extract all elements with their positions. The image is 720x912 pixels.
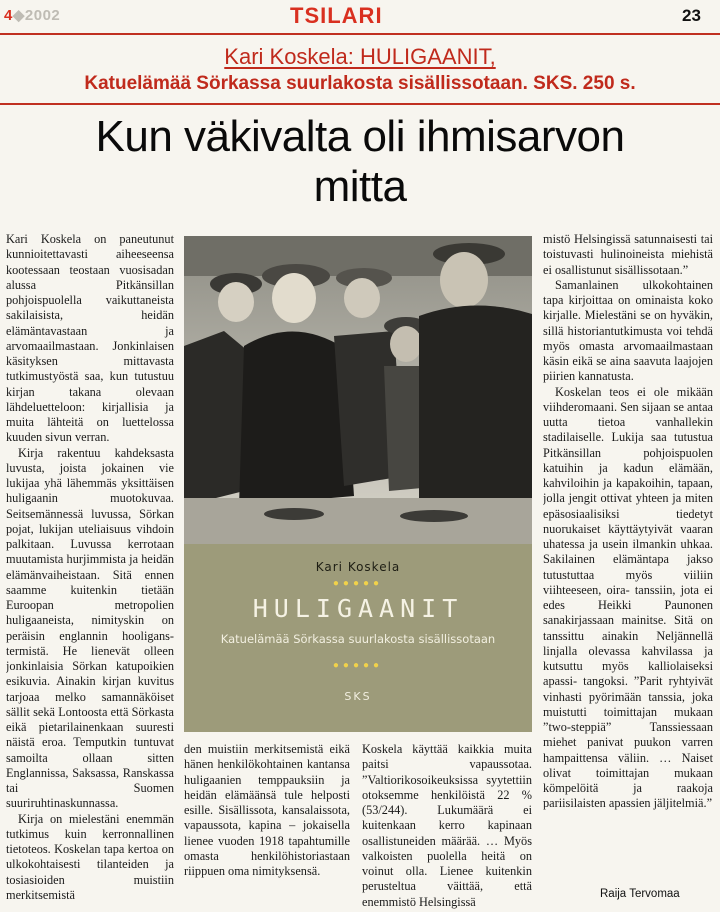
issue-year: ◆2002 bbox=[12, 7, 61, 24]
dot-ornament: ●●●●● bbox=[332, 578, 384, 589]
paragraph: Koskelan teos ei ole mikään viihderomaani. Sen sijaan se antaa uutta tietoa vanhallekin stadilaiselle. Lukija saa tutustua Pitkänsillan pohjoispuolen katuihin ja kadun elämään, kahviloihin ja kapakoihin, tapaan, jolla jengit ottivat yhteen ja miten epäsosiaalisiksi tiedetyt nuorukaiset käyttäytyivät vaaran uhatessa ja usein ilmankin uhkaa. Sakilainen elämäntapa jakso tutustuttaa myös viiliin viihteeseen, oira- tanssiin, jota ei edes Heikki Paunonen sanakirjassaan mainitse. Sitä on tanssittu ainakin Neljännellä linjalla olevassa kahvilassa ja kutsuttu myös kalliolaiseksi apassi- tangoksi. ”Parit ryhtyivät vinhasti pyörimään tanssia, joka muistutti toimittajan mukaan ”two-steppiä” Tanssiessaan miehet panivat puukon varren hampaittensa väliin. … Naiset olivat toimittajan mukaan kömpelöitä ja raakoja pariisilaisten apassien jäljitelmiä.” bbox=[543, 384, 713, 811]
issue-no: 4 bbox=[4, 7, 13, 24]
article-column-2 bbox=[184, 742, 350, 912]
book-author-title: Kari Koskela: HULIGAANIT, bbox=[224, 44, 496, 69]
headline-line-1: Kun väkivalta oli ihmisarvon bbox=[95, 112, 625, 161]
author-signature: Raija Tervomaa bbox=[600, 888, 680, 900]
article-column-3 bbox=[362, 742, 532, 912]
issue-year-text: 2002 bbox=[24, 7, 61, 24]
cover-title-panel bbox=[184, 544, 532, 732]
paragraph: Samanlainen ulkokohtainen tapa kirjoittaa on ominaista koko kirjalle. Mielestäni se on hyväkin, sillä historiantutkimusta voi tehdä myös omasta arvomaailmastaan käsin eikä se aina saavuta laajojen piirien kannatusta. bbox=[543, 277, 713, 384]
paragraph: Kirja rakentuu kahdeksasta luvusta, joista jokainen vie lukijaa yhä lähemmäs yksittäisen huligaanin muotokuvaa. Seitsemännessä luvussa, Sörkan pojat, lukijan uteliaisuus vihdoin palkitaan. Luvussa kerrotaan muutamista hurjimmista ja heidän elämänvaiheistaan. Sitä ennen saamme kuitenkin tietään Euroopan metropolien huligaaneista, nimityskin on peräisin englannin hooligans-termistä. He lienevät olleen jonkinlaisia Sörkan katupoikien esikuvia. Ainakin kirjan kuvitus tarjoaa melko samannäköiset sällit sekä Lontoosta että Sörkasta eikä pietarilainenkaan suuresti näistä eroa. Temputkin tuntuvat samoilta ollaan sitten Englannissa, Saksassa, Ranskassa tai Suomen suuriruhtinaskunnassa. bbox=[6, 445, 174, 811]
kicker-rule bbox=[0, 103, 720, 105]
cover-photo bbox=[184, 236, 532, 544]
dot-ornament: ●●●●● bbox=[332, 660, 384, 671]
paragraph: Kari Koskela on paneutunut kunnioitettavasti aiheeseensa kootessaan teostaan vuosisadan alussa Pitkänsillan pohjoispuolella vaikuttaneista sakilaisista, heidän elämäntavastaan ja arvomaailmastaan. Jonkinlaisen käsityksen mittavasta tutkimustyöstä saa, kun tutustuu kirjan takana olevaan lähdeluetteloon: kirjallisia ja muita lähteitä on luettelossa kuuden sivun verran. bbox=[6, 232, 174, 445]
cover-publisher: SKS bbox=[344, 690, 372, 703]
article-column-1 bbox=[6, 232, 174, 912]
book-details: Katuelämää Sörkassa suurlakosta sisällissotaan. SKS. 250 s. bbox=[84, 73, 636, 94]
cover-title: HULIGAANIT bbox=[252, 594, 464, 623]
paragraph: mistö Helsingissä satunnaisesti tai toistuvasti hulinoineista miehistä ei osallistunut sisällissotaan.” bbox=[543, 232, 713, 277]
paragraph: Koskela käyttää kaikkia muita paitsi vapaussotaa. ”Valtiorikosoikeuksissa syytettiin otoksemme henkilöistä 22 % (53/244). Lukumäärä ei kuitenkaan kerro kapinaan osallistuneiden määrää. … Myös valkoisten puolella heitä on voinut olla. Lienee kuitenkin perusteltua väittää, että enemmistö Helsingissä bbox=[362, 742, 532, 909]
book-cover-image bbox=[184, 236, 532, 732]
article-headline bbox=[0, 112, 720, 212]
paragraph: den muistiin merkitsemistä eikä hänen henkilökohtainen kantansa huligaanien temppauksiin ja heidän elämäänsä tule helposti esille. Sisällissota, kansalaissota, vapaussota, kapina – jokaisella lienee vuoden 1918 tapahtumille omasta henkilöhistoriastaan riippuen oma nimityksensä. bbox=[184, 742, 350, 878]
header-rule bbox=[0, 33, 720, 35]
cover-author: Kari Koskela bbox=[315, 560, 401, 574]
magazine-name: TSILARI bbox=[290, 3, 383, 28]
paragraph: Kirja on mielestäni enemmän tutkimus kuin kerronnallinen tietoteos. Koskelan tapa kertoa on ulkokohtaisesti tilanteiden ja tosiasioiden muistiin merkitsemistä bbox=[6, 811, 174, 902]
issue-number bbox=[4, 6, 60, 24]
cover-subtitle: Katuelämää Sörkassa suurlakosta sisällissotaan bbox=[220, 632, 496, 646]
page-number: 23 bbox=[682, 6, 701, 25]
headline-line-2: mitta bbox=[313, 162, 407, 211]
article-column-4 bbox=[543, 232, 713, 872]
